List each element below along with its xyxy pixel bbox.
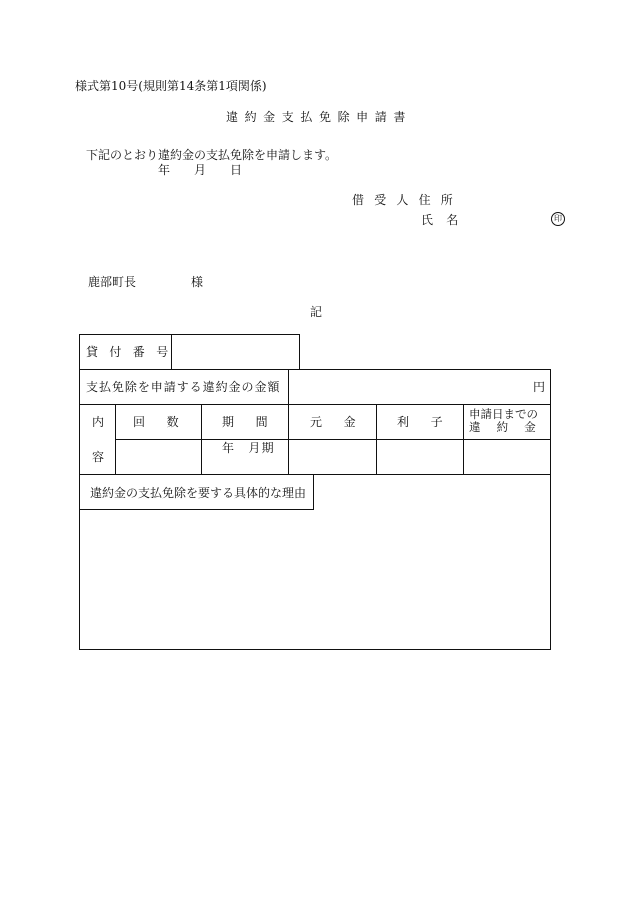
table-line [288,404,289,474]
table-line [115,439,551,440]
table-line [79,509,314,510]
table-line [79,649,551,650]
reason-label: 違約金の支払免除を要する具体的な理由 [90,486,307,500]
column-principal: 元 金 [310,415,361,429]
loan-number-label: 貸付番号 [86,345,180,359]
content-label-bottom: 容 [92,450,105,464]
period-value: 年 月期 [222,441,275,455]
column-period: 期 間 [222,415,273,429]
seal-icon: 印 [551,212,565,226]
document-title: 違約金支払免除申請書 [225,110,412,124]
date-day: 日 [230,163,243,177]
column-penalty-line1: 申請日までの [469,407,538,421]
table-line [463,404,464,474]
date-line [158,164,266,176]
amount-label: 支払免除を申請する違約金の金額 [86,380,281,394]
content-label-top: 内 [92,415,105,429]
table-line [288,369,289,404]
borrower-name-label: 氏名 [421,213,472,227]
date-year: 年 [158,163,171,177]
table-line [79,334,80,650]
form-number: 様式第10号(規則第14条第1項関係) [75,79,267,93]
table-line [550,369,551,650]
table-line [299,334,300,369]
addressee: 鹿部町長 [88,275,137,289]
table-line [313,474,314,509]
table-line [115,404,116,474]
request-statement: 下記のとおり違約金の支払免除を申請します。 [86,148,338,162]
table-line [201,404,202,474]
column-count: 回 数 [133,415,184,429]
column-interest: 利 子 [397,415,448,429]
borrower-address-label: 借受人住所 [352,193,464,207]
table-line [376,404,377,474]
date-month: 月 [194,163,207,177]
column-penalty-line2: 違 約 金 [469,420,538,434]
table-line [79,474,551,475]
honorific: 様 [191,275,204,289]
table-line [79,404,551,405]
table-line [79,334,300,335]
amount-unit: 円 [533,380,546,394]
table-line [79,369,551,370]
ki-marker: 記 [310,305,323,319]
